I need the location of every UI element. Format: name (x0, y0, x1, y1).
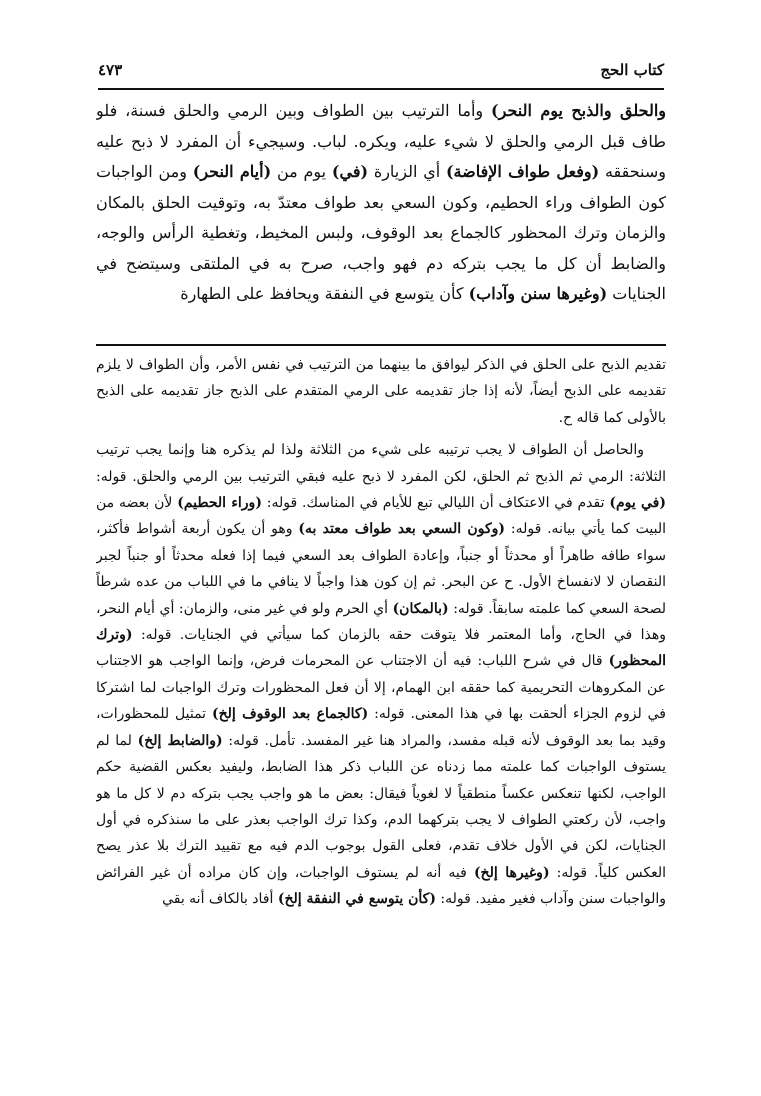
commentary-span: فيه أنه لم يستوف الواجبات، وإن كان مراده أن غير الفرائض والواجبات سنن وآداب فغير مفيد. قوله: (96, 864, 666, 908)
main-text-bold: (في) (331, 162, 369, 181)
main-text-span: أي الزيارة (368, 162, 446, 181)
separator-rule (96, 344, 666, 346)
commentary-span: قال في شرح اللباب: فيه أن الاجتناب عن المحرمات فرض، وإنما الواجب هو الاجتناب عن المكروهات التحريمية كما حققه ابن الهمام، إلا أن فعل المحظورات وترك الواجبات لما اشتركا في لزوم الجزاء ألحقت بها في هذا المعنى. قوله: (96, 653, 666, 723)
commentary-span: لأن بعضه من البيت كما يأتي بيانه. قوله: (96, 495, 666, 538)
commentary-span: تقديم الذبح على الحلق في الذكر ليوافق ما بينهما من الترتيب في نفس الأمر، وأن الطواف لا يلزم تقديمه على الذبح أيضاً، لأنه إذا جاز تقديمه على الرمي المتقدم على الذبح جاز تقديمه على الذبح بالأولى كما قاله ح. (96, 357, 666, 426)
running-head (98, 58, 664, 82)
main-text-bold: (أيام النحر) (192, 162, 272, 181)
header-rule (98, 88, 664, 90)
commentary-bold: (بالمكان) (392, 600, 449, 617)
commentary-bold: (كأن يتوسع في النفقة إلخ) (277, 891, 436, 908)
commentary-span: أفاد بالكاف أنه بقي (162, 891, 278, 908)
main-text-bold: (وغيرها سنن وآداب) (468, 284, 608, 303)
main-text-bold: (وفعل طواف الإفاضة) (445, 162, 600, 181)
commentary-span: أي الحرم ولو في غير منى، والزمان: أي أيام النحر، وهذا في الحاج، وأما المعتمر فلا يتوقت حقه بالزمان كما سيأتي في الجنايات. قوله: (96, 600, 666, 644)
commentary-bold: (وراء الحطيم) (177, 495, 262, 512)
commentary-paragraph (96, 437, 666, 912)
commentary-bold: (وكون السعي بعد طواف معتد به) (298, 521, 505, 538)
commentary-span: تقدم في الاعتكاف أن الليالي تبع للأيام في المناسك. قوله: (261, 495, 610, 512)
main-text-span: ومن الواجبات كون الطواف وراء الحطيم، وكون السعي بعد طواف معتدّ به، وتوقيت الحلق بالمكان والزمان وترك المحظور كالجماع بعد الوقوف، ولبس المخيط، وتغطية الرأس والوجه، والضابط أن كل ما يجب بتركه دم فهو واجب، صرح به في الملتقى وسيتضح في الجنايات (96, 162, 666, 303)
book-title: كتاب الحج (600, 61, 664, 79)
commentary-bold: (وغيرها إلخ) (473, 864, 550, 881)
main-text-span: كأن يتوسع في النفقة ويحافظ على الطهارة (180, 284, 469, 303)
page-number: ٤٧٣ (98, 61, 123, 79)
main-text (96, 96, 666, 340)
main-text-span: يوم من (271, 162, 332, 181)
commentary-bold: (في يوم) (609, 495, 666, 512)
commentary-bold: (كالجماع بعد الوقوف إلخ) (211, 706, 369, 723)
commentary-span: والحاصل أن الطواف لا يجب ترتيبه على شيء من الثلاثة ولذا لم يذكره هنا وإنما يجب ترتيب الثلاثة: الرمي ثم الذبح ثم الحلق، لكن المفرد لا ذبح عليه فبقي الترتيب بين الرمي والحلق. قوله: (96, 442, 666, 485)
commentary (96, 352, 666, 1092)
commentary-paragraph (96, 352, 666, 431)
commentary-bold: (وترك المحظور) (96, 627, 666, 670)
main-text-bold: والحلق والذبح يوم النحر) (491, 101, 666, 120)
commentary-span: وهو أن يكون أربعة أشواط فأكثر، سواء طافه طاهراً أو محدثاً أو جنباً، وإعادة الطواف بعد السعي فيما إذا فعله محدثاً أو جنباً لجبر النقصان لا لانفساخ الأول. ح عن البحر. ثم إن كون هذا واجباً لا ينافي ما في اللباب من عده شرطاً لصحة السعي كما علمته سابقاً. قوله: (96, 521, 666, 617)
main-text-span: وأما الترتيب بين الطواف وبين الرمي والحلق فسنة، فلو طاف قبل الرمي والحلق لا شيء عليه، ويكره. لباب. وسيجيء أن المفرد لا ذبح عليه وسنحققه (96, 101, 666, 181)
commentary-span: لما لم يستوف الواجبات كما علمته مما زدناه عن اللباب ذكر هذا الضابط، وليفيد بعكس القضية حكم الواجب، لكنها تنعكس عكساً منطقياً لا لغوياً فيقال: بعض ما هو واجب يجب بتركه دم لا كل ما هو واجب، لأن ركعتي الطواف لا يجب بتركهما الدم، وكذا ترك الواجب بعذر على ما سنذكره في أول الجنايات، لكن في الأول خلاف تقدم، فعلى القول بوجوب الدم فيه مع تقييد الترك بلا عذر يصح العكس كلياً. قوله: (96, 732, 666, 881)
commentary-span: تمثيل للمحظورات، وقيد بما بعد الوقوف لأنه قبله مفسد، والمراد هنا غير المفسد. تأمل. قوله: (96, 706, 666, 749)
commentary-bold: (والضابط إلخ) (137, 732, 223, 749)
